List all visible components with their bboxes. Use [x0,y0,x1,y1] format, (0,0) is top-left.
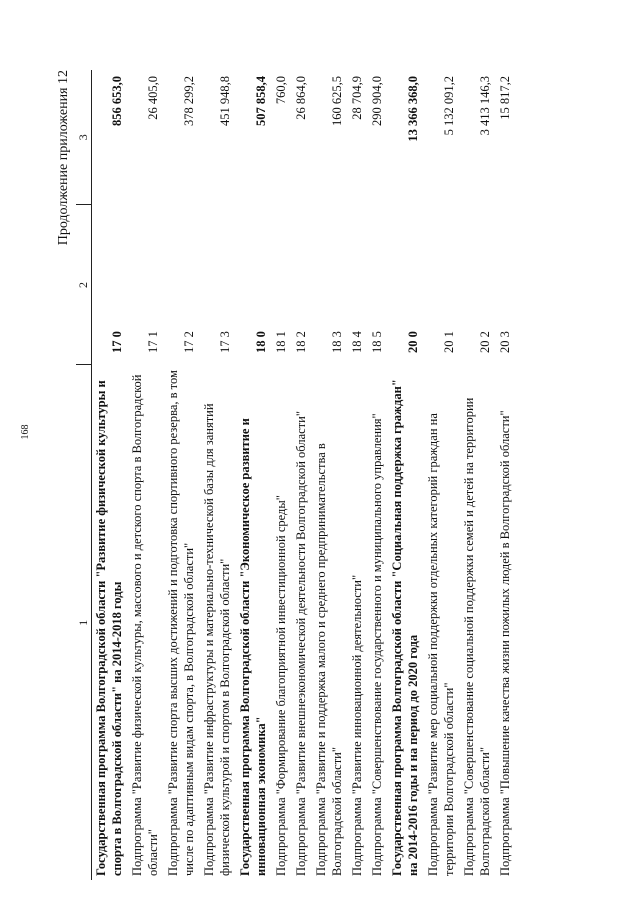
table-row [164,70,200,880]
table-row [92,70,129,880]
amount-cell: 13 366 368,0 [406,76,421,142]
table-row [424,70,460,880]
rotated-page [56,70,628,880]
page-number: 168 [20,424,31,440]
column-header-1: 1 [76,365,92,880]
column-header-3: 3 [76,70,92,205]
column-header-2: 2 [76,205,92,365]
table-row [368,70,388,880]
program-code-cell: 17 2 [182,331,197,353]
program-code-cell: 18 0 [254,331,269,353]
table-row [128,70,164,880]
program-code-cell: 17 1 [146,331,161,353]
table-header-row [76,70,92,880]
table-row [200,70,236,880]
program-name-cell: Подпрограмма "Развитие спорта высших достижений и подготовка спортивного резерва, в том числе по адаптивным видам спорта, в Волгоградской области" [166,370,197,876]
amount-cell: 28 704,9 [350,76,365,120]
table-row [292,70,312,880]
amount-cell: 160 625,5 [330,76,345,126]
appendix-continuation-note: Продолжение приложения 12 [56,70,71,246]
program-code-cell: 18 1 [274,331,289,353]
amount-cell: 3 413 146,3 [478,76,493,136]
amount-cell: 856 653,0 [110,76,125,126]
program-name-cell: Подпрограмма "Совершенствование государственного и муниципального управления" [370,413,385,876]
program-name-cell: Подпрограмма "Развитие физической культуры, массового и детского спорта в Волгоградской области" [130,374,161,876]
program-name-cell: Государственная программа Волгоградской области "Социальная поддержка граждан" на 2014-2016 годы и на период до 2020 года [390,379,421,876]
program-code-cell: 17 3 [218,331,233,353]
program-name-cell: Подпрограмма "Развитие инновационной деятельности" [350,574,365,876]
table-row [460,70,496,880]
program-code-cell: 20 3 [498,331,513,353]
amount-cell: 507 858,4 [254,76,269,126]
program-name-cell: Государственная программа Волгоградской области "Экономическое развитие и инновационная экономика" [238,418,269,876]
table-row [496,70,521,880]
amount-cell: 290 904,0 [370,76,385,126]
budget-table [76,70,521,880]
table-row [388,70,424,880]
program-code-cell: 18 5 [370,331,385,353]
program-name-cell: Подпрограмма "Развитие мер социальной поддержки отдельных категорий граждан на территории Волгоградской области" [426,413,457,876]
program-code-cell: 18 2 [294,331,309,353]
program-code-cell: 20 0 [406,331,421,353]
program-name-cell: Подпрограмма "Развитие внешнеэкономической деятельности Волгоградской области" [294,411,309,876]
program-name-cell: Подпрограмма "Развитие инфраструктуры и материально-технической базы для занятий физической культурой и спортом в Волгоградской области" [202,403,233,876]
program-name-cell: Подпрограмма "Развитие и поддержка малого и среднего предпринимательства в Волгоградской области" [314,443,345,876]
table-row [272,70,292,880]
amount-cell: 378 299,2 [182,76,197,126]
table-row [236,70,272,880]
amount-cell: 760,0 [274,76,289,105]
program-code-cell: 20 2 [478,331,493,353]
amount-cell: 5 132 091,2 [442,76,457,136]
program-code-cell: 18 4 [350,331,365,353]
program-code-cell: 18 3 [330,331,345,353]
program-code-cell: 17 0 [110,331,125,353]
program-code-cell: 20 1 [442,331,457,353]
program-name-cell: Государственная программа Волгоградской области "Развитие физической культуры и спорта в Волгоградской области" на 2014-2018 годы [94,380,125,876]
table-body [92,70,522,880]
amount-cell: 451 948,8 [218,76,233,126]
amount-cell: 15 817,2 [498,76,513,120]
amount-cell: 26 405,0 [146,76,161,120]
program-name-cell: Подпрограмма "Формирование благоприятной инвестиционной среды" [274,495,289,876]
table-row [312,70,348,880]
amount-cell: 26 864,0 [294,76,309,120]
program-name-cell: Подпрограмма "Совершенствование социальной поддержки семей и детей на территории Волгоградской области" [462,397,493,876]
table-row [348,70,368,880]
program-name-cell: Подпрограмма "Повышение качества жизни пожилых людей в Волгоградской области" [498,410,513,876]
